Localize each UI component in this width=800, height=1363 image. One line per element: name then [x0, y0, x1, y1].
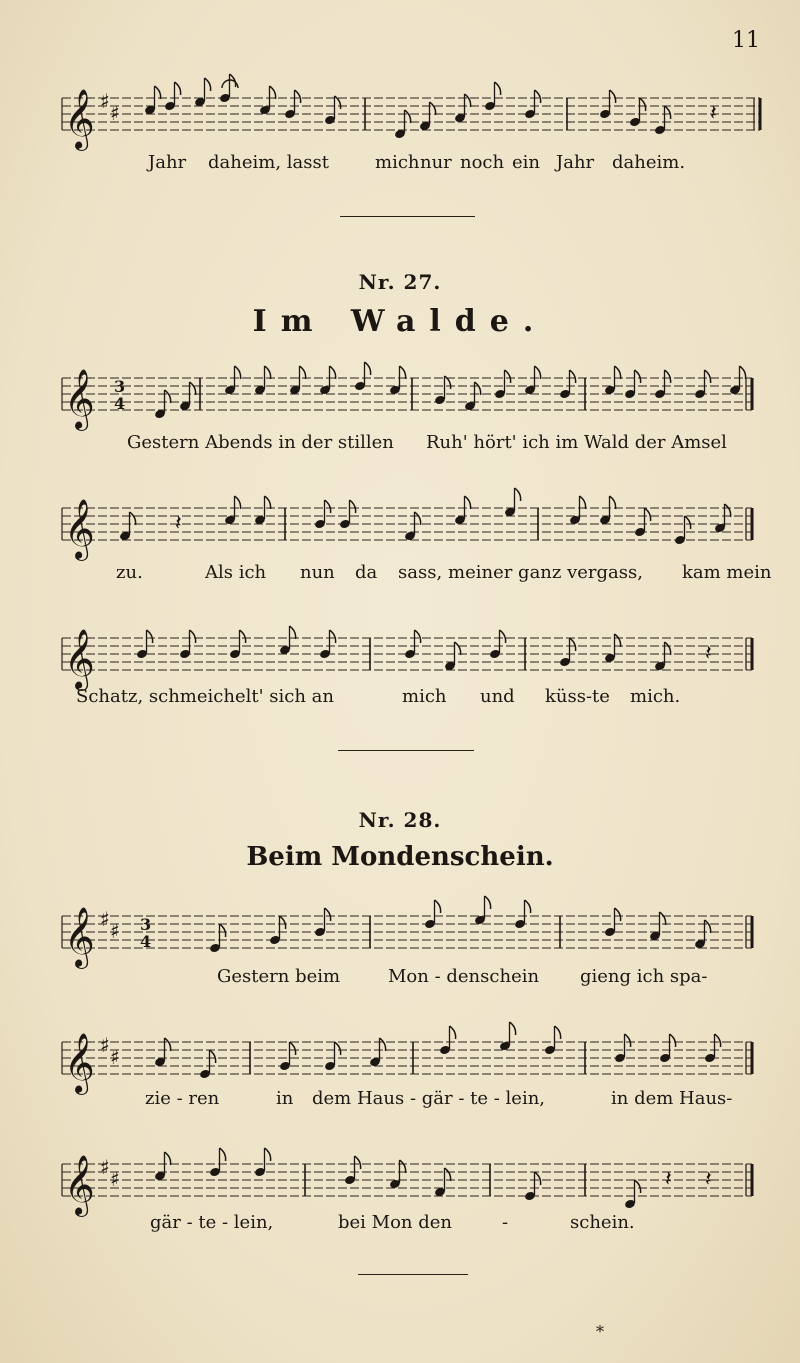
lyric-song27-line2-part1: zu. — [116, 562, 143, 583]
eighth-note-icon — [559, 638, 576, 667]
eighth-note-icon — [634, 508, 651, 537]
footer-mark: * — [596, 1322, 604, 1341]
staff-song28-line3 — [0, 1140, 800, 1220]
eighth-note-icon — [524, 366, 541, 395]
treble-clef-icon: 𝄞 — [64, 907, 95, 967]
eighth-note-icon — [484, 82, 501, 111]
time-signature-bottom: 4 — [114, 394, 126, 413]
treble-clef-icon: 𝄞 — [64, 369, 95, 429]
eighth-note-icon — [254, 366, 271, 395]
eighth-note-icon — [144, 86, 161, 115]
eighth-note-icon — [269, 916, 286, 945]
eighth-note-icon — [439, 1026, 456, 1055]
eighth-note-icon — [654, 106, 671, 135]
eighth-note-icon — [544, 1026, 561, 1055]
eighth-note-icon — [474, 896, 491, 925]
eighth-note-icon — [604, 366, 621, 395]
lyric-song28-line2-part3: dem Haus - gär - te - lein, — [312, 1088, 546, 1109]
eighth-note-icon — [599, 496, 616, 525]
lyric-song28-line1-part3: gieng ich spa- — [580, 966, 708, 987]
eighth-note-icon — [424, 900, 441, 929]
eighth-note-icon — [659, 1034, 676, 1063]
sharp-icon: ♯ — [100, 1033, 110, 1057]
eighth-note-icon — [569, 496, 586, 525]
eighth-note-icon — [279, 626, 296, 655]
lyric-song27-line2-part4: da — [355, 562, 378, 583]
eighth-note-icon — [164, 82, 181, 111]
eighth-note-icon — [524, 90, 541, 119]
staff-song27-line3 — [0, 614, 800, 694]
treble-clef-icon: 𝄞 — [64, 629, 95, 689]
lyric-intro-6: ein — [512, 152, 541, 173]
eighth-note-icon — [494, 370, 511, 399]
eighth-note-icon — [314, 500, 331, 529]
eighth-note-icon — [614, 1034, 631, 1063]
lyric-song27-line3-part4: küss-te — [545, 686, 610, 707]
quarter-rest-icon: 𝄽 — [705, 641, 712, 666]
lyric-song28-line2-part1: zie - ren — [145, 1088, 220, 1109]
staff-song28-line1 — [0, 892, 800, 972]
lyric-intro-2: daheim, lasst — [208, 152, 329, 173]
eighth-note-icon — [624, 1180, 641, 1209]
sharp-icon: ♯ — [110, 101, 120, 125]
eighth-note-icon — [654, 370, 671, 399]
eighth-note-icon — [629, 98, 646, 127]
time-signature-bottom: 4 — [140, 932, 152, 951]
eighth-note-icon — [704, 1034, 721, 1063]
eighth-note-icon — [254, 1148, 271, 1177]
treble-clef-icon: 𝄞 — [64, 499, 95, 559]
lyric-song27-line2-part2: Als ich — [205, 562, 267, 583]
eighth-note-icon — [229, 630, 246, 659]
lyric-song27-line1-part2: Ruh' hört' ich im Wald der Amsel — [426, 432, 727, 453]
eighth-note-icon — [199, 1050, 216, 1079]
eighth-note-icon — [729, 366, 746, 395]
song-number: Nr. 27. — [358, 270, 442, 294]
lyric-song27-line1-part1: Gestern Abends in der stillen — [127, 432, 394, 453]
lyric-song28-line3-part4: schein. — [570, 1212, 635, 1233]
eighth-note-icon — [319, 366, 336, 395]
eighth-note-icon — [324, 96, 341, 125]
treble-clef-icon: 𝄞 — [64, 89, 95, 149]
section-divider — [338, 750, 474, 751]
lyric-song28-line1-part2: Mon - denschein — [388, 966, 540, 987]
treble-clef-icon: 𝄞 — [64, 1033, 95, 1093]
time-signature-top: 3 — [140, 915, 152, 934]
lyric-intro-3: mich — [375, 152, 420, 173]
lyric-intro-7: Jahr — [556, 152, 595, 173]
eighth-note-icon — [284, 90, 301, 119]
lyric-song28-line1-part1: Gestern beim — [217, 966, 341, 987]
time-signature-top: 3 — [114, 377, 126, 396]
eighth-note-icon — [224, 366, 241, 395]
eighth-note-icon — [599, 90, 616, 119]
eighth-note-icon — [224, 496, 241, 525]
sharp-icon: ♯ — [100, 89, 110, 113]
lyric-song28-line2-part2: in — [276, 1088, 294, 1109]
eighth-note-icon — [324, 1042, 341, 1071]
staff-intro — [0, 74, 800, 154]
sharp-icon: ♯ — [100, 907, 110, 931]
eighth-note-icon — [339, 500, 356, 529]
song-title: Im Walde. — [252, 304, 548, 339]
eighth-note-icon — [454, 496, 471, 525]
lyric-song27-line3-part2: mich — [402, 686, 447, 707]
eighth-note-icon — [136, 630, 153, 659]
lyric-song27-line3-part5: mich. — [630, 686, 681, 707]
lyric-song27-line2-part6: meiner ganz vergass, — [448, 562, 643, 583]
song-number: Nr. 28. — [358, 808, 442, 832]
sharp-icon: ♯ — [100, 1155, 110, 1179]
eighth-note-icon — [524, 1172, 541, 1201]
eighth-note-icon — [489, 630, 506, 659]
eighth-note-icon — [404, 630, 421, 659]
eighth-note-icon — [259, 86, 276, 115]
sharp-icon: ♯ — [110, 1045, 120, 1069]
section-divider — [358, 1274, 468, 1275]
eighth-note-icon — [314, 908, 331, 937]
eighth-note-icon — [499, 1022, 516, 1051]
staff-song27-line2 — [0, 484, 800, 564]
eighth-note-icon — [289, 366, 306, 395]
song-title: Beim Mondenschein. — [246, 842, 554, 872]
lyric-song28-line3-part1: gär - te - lein, — [150, 1212, 274, 1233]
staff-song28-line2 — [0, 1018, 800, 1098]
eighth-note-icon — [344, 1156, 361, 1185]
eighth-note-icon — [504, 488, 521, 517]
quarter-rest-icon: 𝄽 — [710, 101, 717, 126]
eighth-note-icon — [194, 78, 211, 107]
lyric-intro-8: daheim. — [612, 152, 686, 173]
lyric-song27-line2-part3: nun — [300, 562, 335, 583]
lyric-song28-line3-part2: bei Mon den — [338, 1212, 453, 1233]
lyric-song27-line2-part5: sass, — [398, 562, 443, 583]
lyric-intro-5: noch — [460, 152, 505, 173]
eighth-note-icon — [279, 1042, 296, 1071]
eighth-note-icon — [604, 908, 621, 937]
quarter-rest-icon: 𝄽 — [175, 511, 182, 536]
eighth-note-icon — [434, 376, 451, 405]
eighth-note-icon — [219, 74, 236, 103]
lyric-song28-line2-part4: in dem Haus- — [611, 1088, 733, 1109]
section-divider — [340, 216, 475, 217]
lyric-intro-4: nur — [420, 152, 452, 173]
eighth-note-icon — [254, 496, 271, 525]
lyric-song28-line3-part3: - — [502, 1212, 509, 1233]
eighth-note-icon — [624, 370, 641, 399]
eighth-note-icon — [559, 370, 576, 399]
staff-song27-line1 — [0, 354, 800, 434]
page-number: 11 — [732, 28, 760, 53]
lyric-song27-line3-part3: und — [480, 686, 515, 707]
eighth-note-icon — [694, 370, 711, 399]
sharp-icon: ♯ — [110, 1167, 120, 1191]
eighth-note-icon — [179, 630, 196, 659]
eighth-note-icon — [389, 366, 406, 395]
eighth-note-icon — [209, 1148, 226, 1177]
quarter-rest-icon: 𝄽 — [665, 1167, 672, 1192]
eighth-note-icon — [154, 1152, 171, 1181]
eighth-note-icon — [354, 362, 371, 391]
lyric-song27-line3-part1: Schatz, schmeichelt' sich an — [76, 686, 334, 707]
sharp-icon: ♯ — [110, 919, 120, 943]
lyric-song27-line2-part7: kam mein — [682, 562, 772, 583]
lyric-intro-1: Jahr — [148, 152, 187, 173]
eighth-note-icon — [674, 516, 691, 545]
eighth-note-icon — [319, 630, 336, 659]
eighth-note-icon — [209, 924, 226, 953]
eighth-note-icon — [514, 900, 531, 929]
quarter-rest-icon: 𝄽 — [705, 1167, 712, 1192]
treble-clef-icon: 𝄞 — [64, 1155, 95, 1215]
